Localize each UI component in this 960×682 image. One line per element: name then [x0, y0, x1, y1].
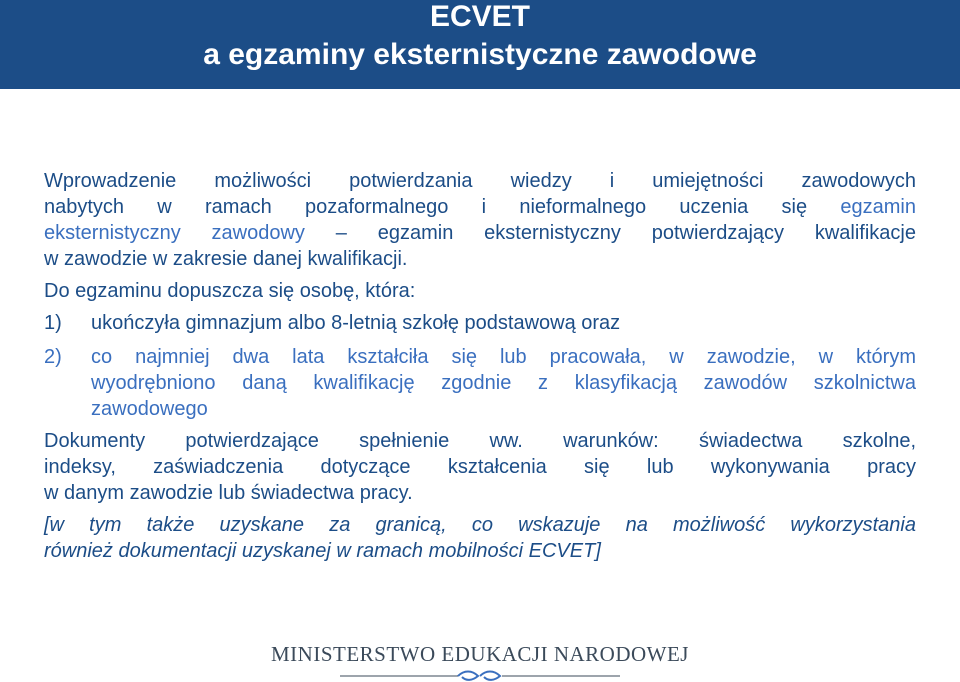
note-line-2: również dokumentacji uzyskanej w ramach mobilności ECVET]: [44, 540, 601, 562]
requirement-item-1: [44, 310, 916, 336]
list-number: 2): [44, 346, 62, 368]
intro-line-3: [44, 220, 916, 246]
page-title: ECVET: [429, 0, 531, 33]
documents-line-3: w danym zawodzie lub świadectwa pracy.: [44, 482, 413, 504]
list-line: ukończyła gimnazjum albo 8-letnią szkołę podstawową oraz: [91, 312, 621, 334]
intro-line-1: Wprowadzenie możliwości potwierdzania wiedzy i umiejętności zawodowych: [44, 170, 916, 192]
intro-definition: – egzamin eksternistyczny potwierdzający kwalifikacje: [304, 222, 916, 244]
page-subtitle: a egzaminy eksternistyczne zawodowe: [203, 38, 757, 71]
highlight-exam: egzamin: [840, 196, 916, 218]
admission-text: Do egzaminu dopuszcza się osobę, która:: [44, 280, 416, 302]
ornament-divider-icon: [340, 668, 620, 682]
list-line: wyodrębniono daną kwalifikację zgodnie z klasyfikacją zawodów szkolnictwa: [91, 372, 916, 394]
intro-text: nabytych w ramach pozaformalnego i nieformalnego uczenia się: [44, 196, 841, 218]
documents-line-2: indeksy, zaświadczenia dotyczące kształcenia się lub wykonywania pracy: [44, 456, 916, 478]
note-line-1: [w tym także uzyskane za granicą, co wskazuje na możliwość wykorzystania: [44, 514, 916, 536]
highlight-exam-type: eksternistyczny zawodowy: [44, 222, 305, 244]
list-line: zawodowego: [91, 398, 208, 420]
documents-line-1: Dokumenty potwierdzające spełnienie ww. warunków: świadectwa szkolne,: [44, 430, 916, 452]
requirement-item-2: [44, 344, 916, 422]
intro-line-2: [44, 194, 916, 220]
ministry-logo-text: MINISTERSTWO EDUKACJI NARODOWEJ: [271, 642, 689, 666]
list-number: 1): [44, 312, 62, 334]
slide-content: [44, 168, 916, 564]
title-banner: [0, 0, 960, 89]
intro-line-4: w zawodzie w zakresie danej kwalifikacji.: [44, 248, 408, 270]
list-line: co najmniej dwa lata kształciła się lub pracowała, w zawodzie, w którym: [91, 346, 916, 368]
